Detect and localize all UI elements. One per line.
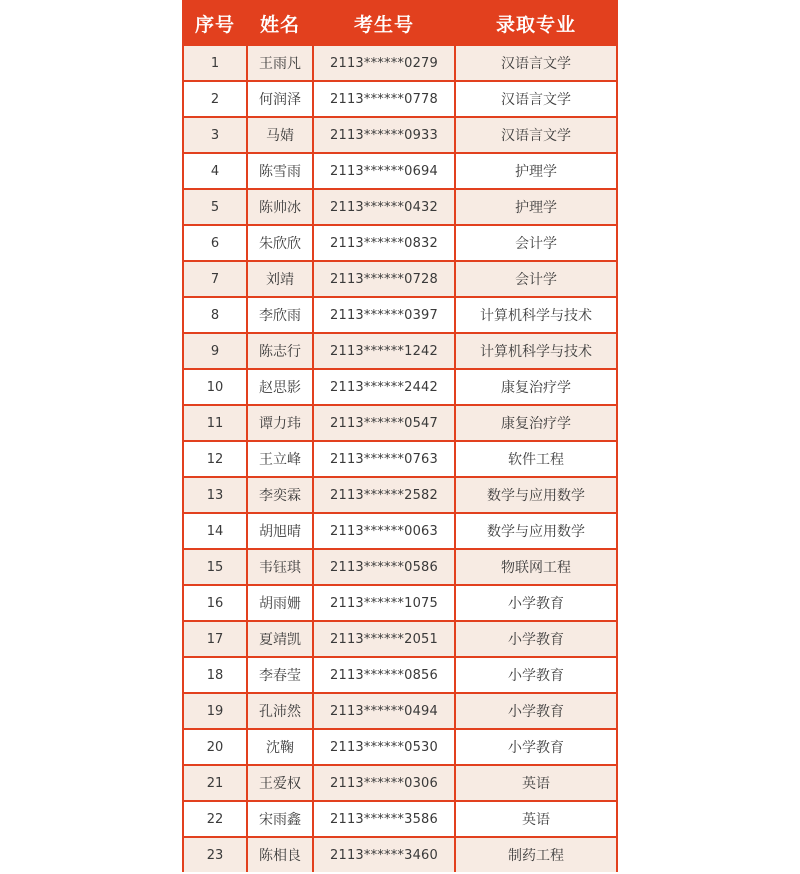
- cell-major: 英语: [456, 766, 616, 800]
- cell-major: 计算机科学与技术: [456, 334, 616, 368]
- cell-name: 刘靖: [248, 262, 312, 296]
- cell-major: 小学教育: [456, 658, 616, 692]
- cell-exam-id: 2113******0306: [314, 766, 454, 800]
- cell-name: 陈雪雨: [248, 154, 312, 188]
- cell-index: 22: [184, 802, 246, 836]
- cell-major: 护理学: [456, 190, 616, 224]
- cell-name: 王立峰: [248, 442, 312, 476]
- header-name: 姓名: [248, 2, 312, 44]
- cell-index: 19: [184, 694, 246, 728]
- cell-name: 陈相良: [248, 838, 312, 872]
- table-row: [184, 658, 616, 692]
- table-body: [184, 46, 616, 872]
- cell-index: 18: [184, 658, 246, 692]
- cell-major: 会计学: [456, 226, 616, 260]
- cell-index: 16: [184, 586, 246, 620]
- cell-major: 数学与应用数学: [456, 478, 616, 512]
- cell-index: 7: [184, 262, 246, 296]
- cell-major: 数学与应用数学: [456, 514, 616, 548]
- cell-major: 计算机科学与技术: [456, 298, 616, 332]
- cell-major: 护理学: [456, 154, 616, 188]
- cell-index: 1: [184, 46, 246, 80]
- table-row: [184, 370, 616, 404]
- cell-index: 8: [184, 298, 246, 332]
- cell-name: 胡雨姗: [248, 586, 312, 620]
- cell-major: 康复治疗学: [456, 370, 616, 404]
- cell-name: 夏靖凯: [248, 622, 312, 656]
- cell-index: 17: [184, 622, 246, 656]
- cell-index: 13: [184, 478, 246, 512]
- cell-exam-id: 2113******0856: [314, 658, 454, 692]
- cell-name: 赵思影: [248, 370, 312, 404]
- table-row: [184, 766, 616, 800]
- cell-exam-id: 2113******0063: [314, 514, 454, 548]
- cell-major: 软件工程: [456, 442, 616, 476]
- cell-exam-id: 2113******0547: [314, 406, 454, 440]
- cell-name: 韦钰琪: [248, 550, 312, 584]
- cell-exam-id: 2113******2051: [314, 622, 454, 656]
- table-row: [184, 586, 616, 620]
- cell-exam-id: 2113******3460: [314, 838, 454, 872]
- cell-index: 4: [184, 154, 246, 188]
- cell-name: 胡旭晴: [248, 514, 312, 548]
- admission-table-container: [182, 0, 618, 872]
- cell-index: 11: [184, 406, 246, 440]
- header-exam-id: 考生号: [314, 2, 454, 44]
- cell-exam-id: 2113******0933: [314, 118, 454, 152]
- cell-exam-id: 2113******2442: [314, 370, 454, 404]
- cell-exam-id: 2113******2582: [314, 478, 454, 512]
- cell-name: 王雨凡: [248, 46, 312, 80]
- cell-exam-id: 2113******0494: [314, 694, 454, 728]
- cell-name: 孔沛然: [248, 694, 312, 728]
- cell-name: 沈鞠: [248, 730, 312, 764]
- cell-major: 小学教育: [456, 622, 616, 656]
- cell-major: 康复治疗学: [456, 406, 616, 440]
- table-row: [184, 82, 616, 116]
- cell-major: 会计学: [456, 262, 616, 296]
- cell-name: 马婧: [248, 118, 312, 152]
- table-row: [184, 154, 616, 188]
- cell-name: 何润泽: [248, 82, 312, 116]
- cell-index: 15: [184, 550, 246, 584]
- cell-major: 英语: [456, 802, 616, 836]
- cell-exam-id: 2113******0586: [314, 550, 454, 584]
- header-index: 序号: [184, 2, 246, 44]
- cell-name: 陈志行: [248, 334, 312, 368]
- admission-table: [182, 0, 618, 874]
- cell-major: 物联网工程: [456, 550, 616, 584]
- cell-major: 小学教育: [456, 694, 616, 728]
- cell-name: 李欣雨: [248, 298, 312, 332]
- cell-major: 制药工程: [456, 838, 616, 872]
- cell-exam-id: 2113******0694: [314, 154, 454, 188]
- cell-exam-id: 2113******0397: [314, 298, 454, 332]
- cell-major: 小学教育: [456, 730, 616, 764]
- cell-exam-id: 2113******0728: [314, 262, 454, 296]
- cell-index: 12: [184, 442, 246, 476]
- cell-name: 王爱权: [248, 766, 312, 800]
- cell-major: 汉语言文学: [456, 82, 616, 116]
- table-row: [184, 406, 616, 440]
- table-header-row: [184, 2, 616, 44]
- cell-name: 李春莹: [248, 658, 312, 692]
- table-row: [184, 118, 616, 152]
- cell-exam-id: 2113******0432: [314, 190, 454, 224]
- cell-index: 21: [184, 766, 246, 800]
- table-row: [184, 262, 616, 296]
- table-row: [184, 694, 616, 728]
- cell-name: 李奕霖: [248, 478, 312, 512]
- cell-index: 14: [184, 514, 246, 548]
- table-row: [184, 478, 616, 512]
- cell-index: 2: [184, 82, 246, 116]
- table-row: [184, 622, 616, 656]
- table-row: [184, 46, 616, 80]
- table-row: [184, 334, 616, 368]
- cell-exam-id: 2113******0279: [314, 46, 454, 80]
- cell-exam-id: 2113******0832: [314, 226, 454, 260]
- cell-index: 20: [184, 730, 246, 764]
- cell-name: 朱欣欣: [248, 226, 312, 260]
- cell-major: 汉语言文学: [456, 118, 616, 152]
- table-row: [184, 226, 616, 260]
- cell-exam-id: 2113******1075: [314, 586, 454, 620]
- table-row: [184, 190, 616, 224]
- cell-exam-id: 2113******1242: [314, 334, 454, 368]
- table-row: [184, 550, 616, 584]
- header-major: 录取专业: [456, 2, 616, 44]
- table-row: [184, 838, 616, 872]
- cell-index: 23: [184, 838, 246, 872]
- cell-exam-id: 2113******0763: [314, 442, 454, 476]
- table-row: [184, 730, 616, 764]
- cell-exam-id: 2113******3586: [314, 802, 454, 836]
- cell-name: 宋雨鑫: [248, 802, 312, 836]
- cell-name: 陈帅冰: [248, 190, 312, 224]
- cell-index: 6: [184, 226, 246, 260]
- table-row: [184, 802, 616, 836]
- table-row: [184, 298, 616, 332]
- cell-exam-id: 2113******0778: [314, 82, 454, 116]
- table-row: [184, 514, 616, 548]
- cell-index: 9: [184, 334, 246, 368]
- table-row: [184, 442, 616, 476]
- cell-index: 3: [184, 118, 246, 152]
- cell-index: 10: [184, 370, 246, 404]
- cell-major: 汉语言文学: [456, 46, 616, 80]
- cell-index: 5: [184, 190, 246, 224]
- cell-name: 谭力玮: [248, 406, 312, 440]
- cell-exam-id: 2113******0530: [314, 730, 454, 764]
- cell-major: 小学教育: [456, 586, 616, 620]
